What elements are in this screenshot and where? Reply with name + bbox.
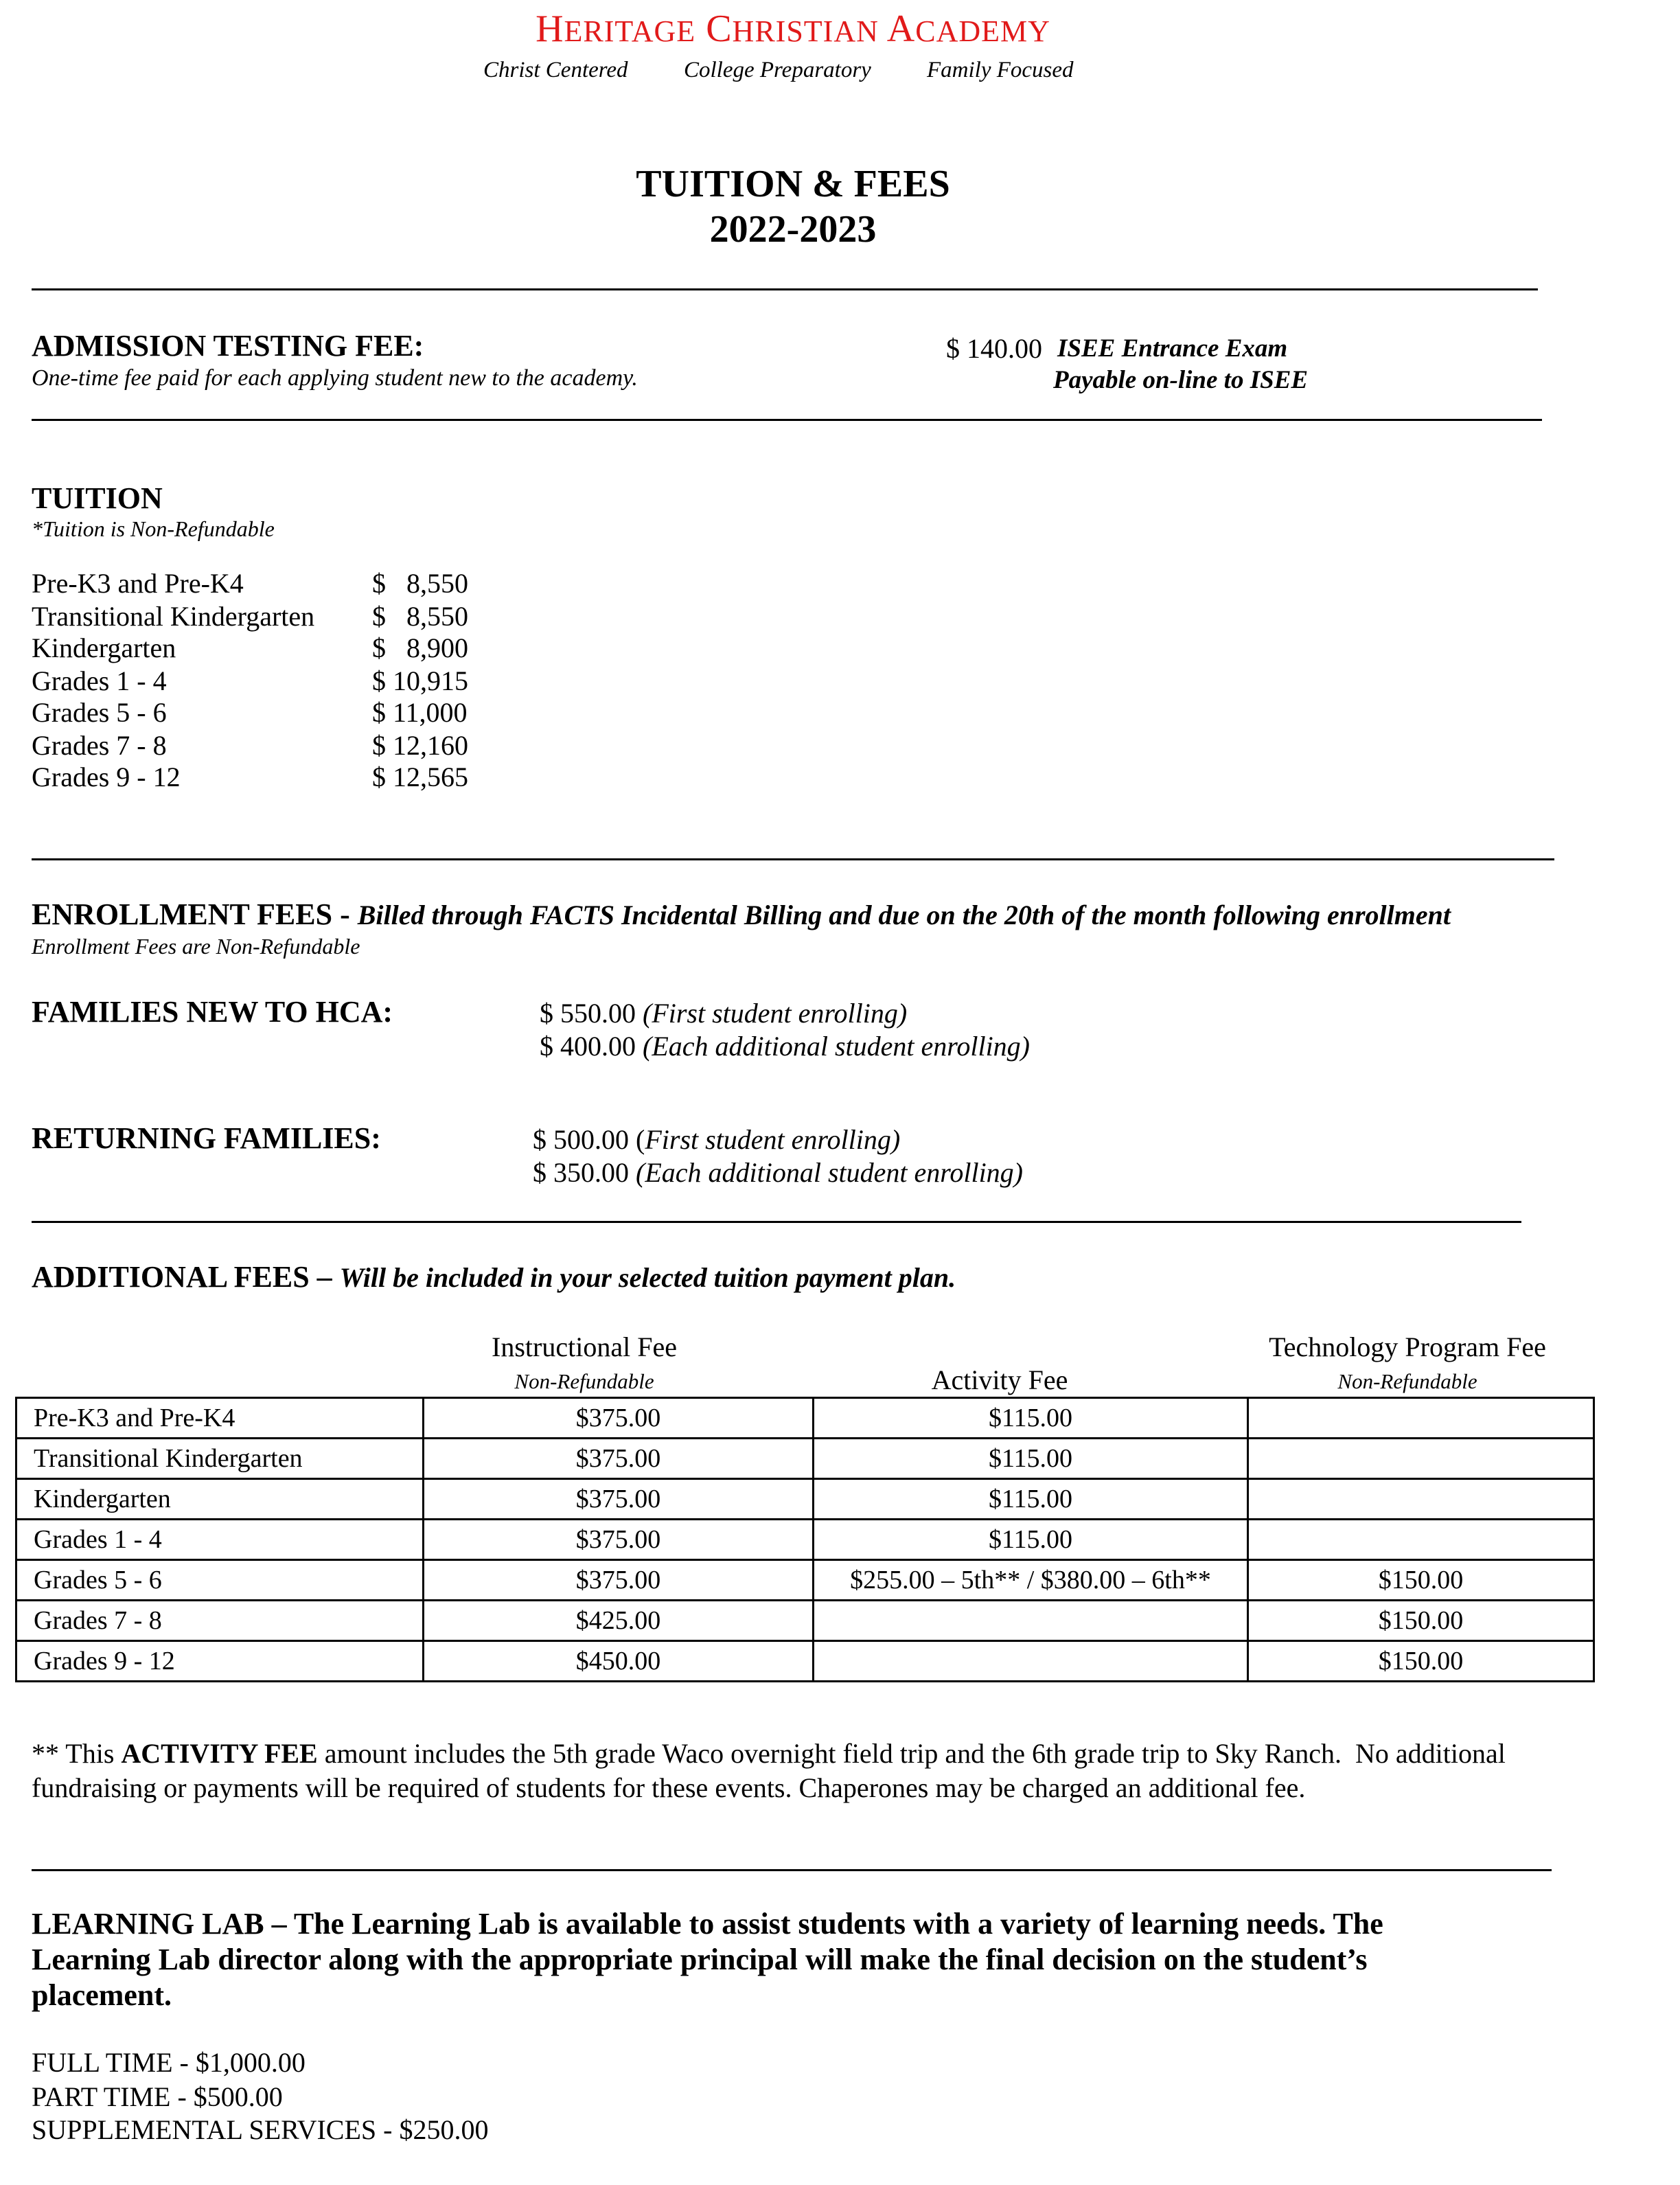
additional-fees-table	[15, 1397, 1595, 1682]
tuition-amount: $ 12,565	[372, 762, 468, 792]
table-row	[16, 1439, 1594, 1479]
returning-families-label: RETURNING FAMILIES:	[32, 1121, 381, 1155]
enrollment-note: Enrollment Fees are Non-Refundable	[32, 934, 360, 959]
divider	[32, 1869, 1552, 1871]
grade-cell: Grades 1 - 4	[16, 1520, 424, 1560]
tuition-grade: Grades 5 - 6	[32, 697, 167, 728]
column-instructional-fee: Instructional Fee	[492, 1331, 677, 1362]
activity-cell: $115.00	[814, 1479, 1248, 1520]
tuition-grade: Grades 9 - 12	[32, 762, 181, 792]
activity-cell	[814, 1641, 1248, 1682]
instructional-cell: $375.00	[424, 1560, 814, 1601]
returning-families-first: $ 500.00 (First student enrolling)	[533, 1124, 901, 1155]
grade-cell: Pre-K3 and Pre-K4	[16, 1398, 424, 1439]
technology-cell	[1248, 1439, 1594, 1479]
learning-lab-line1: LEARNING LAB – The Learning Lab is available to assist students with a variety of learning needs. The	[32, 1907, 1383, 1941]
column-technology-note: Non-Refundable	[1337, 1369, 1477, 1393]
instructional-cell: $425.00	[424, 1601, 814, 1641]
technology-cell	[1248, 1398, 1594, 1439]
tagline-family-focused: Family Focused	[927, 58, 1074, 82]
tuition-amount: $ 8,550	[372, 568, 468, 599]
grade-cell: Kindergarten	[16, 1479, 424, 1520]
school-name: HERITAGE CHRISTIAN ACADEMY	[536, 8, 1050, 50]
activity-cell: $115.00	[814, 1439, 1248, 1479]
technology-cell: $150.00	[1248, 1560, 1594, 1601]
table-row	[16, 1398, 1594, 1439]
column-activity-fee: Activity Fee	[931, 1364, 1068, 1395]
enrollment-billing: Billed through FACTS Incidental Billing and due on the 20th of the month following enrollment	[357, 900, 1451, 930]
learning-lab-part-time: PART TIME - $500.00	[32, 2081, 283, 2112]
new-families-additional: $ 400.00 (Each additional student enrolling)	[540, 1031, 1031, 1062]
admission-payable: Payable on-line to ISEE	[1053, 366, 1309, 394]
new-families-first: $ 550.00 (First student enrolling)	[540, 998, 908, 1029]
new-families-label: FAMILIES NEW TO HCA:	[32, 995, 393, 1029]
technology-cell: $150.00	[1248, 1601, 1594, 1641]
column-instructional-note: Non-Refundable	[514, 1369, 654, 1393]
admission-exam: ISEE Entrance Exam	[1057, 334, 1288, 363]
table-row	[16, 1641, 1594, 1682]
technology-cell	[1248, 1520, 1594, 1560]
tuition-note: *Tuition is Non-Refundable	[32, 516, 275, 541]
learning-lab-line2: Learning Lab director along with the appropriate principal will make the final decision on the student’s	[32, 1943, 1368, 1976]
learning-lab-supplemental: SUPPLEMENTAL SERVICES - $250.00	[32, 2114, 489, 2145]
tuition-grade: Grades 7 - 8	[32, 730, 167, 761]
technology-cell: $150.00	[1248, 1641, 1594, 1682]
tuition-amount: $ 8,900	[372, 632, 468, 663]
admission-description: One-time fee paid for each applying student new to the academy.	[32, 365, 638, 391]
tuition-grade: Transitional Kindergarten	[32, 601, 315, 632]
table-row	[16, 1479, 1594, 1520]
grade-cell: Grades 9 - 12	[16, 1641, 424, 1682]
learning-lab-line3: placement.	[32, 1978, 172, 2012]
page-year: 2022-2023	[709, 208, 877, 251]
enrollment-heading-line: ENROLLMENT FEES - Billed through FACTS Incidental Billing and due on the 20th of the month following enrollment	[32, 897, 1451, 931]
grade-cell: Grades 7 - 8	[16, 1601, 424, 1641]
column-technology-fee: Technology Program Fee	[1269, 1331, 1546, 1362]
grade-cell: Grades 5 - 6	[16, 1560, 424, 1601]
activity-fee-footnote-line2: fundraising or payments will be required of students for these events. Chaperones may be charged an additional fee.	[32, 1772, 1306, 1803]
table-row	[16, 1601, 1594, 1641]
tuition-amount: $ 12,160	[372, 730, 468, 761]
technology-cell	[1248, 1479, 1594, 1520]
tuition-grade: Grades 1 - 4	[32, 665, 167, 696]
page-title: TUITION & FEES	[636, 163, 950, 205]
instructional-cell: $375.00	[424, 1439, 814, 1479]
activity-cell	[814, 1601, 1248, 1641]
tuition-grade: Pre-K3 and Pre-K4	[32, 568, 244, 599]
activity-fee-footnote-line1: ** This ACTIVITY FEE amount includes the 5th grade Waco overnight field trip and the 6th grade trip to Sky Ranch. No additional	[32, 1738, 1506, 1769]
table-row	[16, 1560, 1594, 1601]
returning-families-additional: $ 350.00 (Each additional student enrolling)	[533, 1157, 1024, 1188]
tuition-amount: $ 10,915	[372, 665, 468, 696]
additional-fees-heading: ADDITIONAL FEES	[32, 1260, 310, 1294]
activity-cell: $115.00	[814, 1398, 1248, 1439]
admission-amount: $ 140.00	[946, 333, 1042, 364]
table-row	[16, 1520, 1594, 1560]
tuition-amount: $ 8,550	[372, 601, 468, 632]
tagline-christ-centered: Christ Centered	[483, 58, 628, 82]
learning-lab-full-time: FULL TIME - $1,000.00	[32, 2047, 306, 2078]
instructional-cell: $375.00	[424, 1520, 814, 1560]
tuition-amount: $ 11,000	[372, 697, 468, 728]
activity-cell: $115.00	[814, 1520, 1248, 1560]
divider	[32, 1221, 1521, 1223]
enrollment-heading: ENROLLMENT FEES	[32, 897, 333, 931]
tuition-grade: Kindergarten	[32, 632, 176, 663]
instructional-cell: $375.00	[424, 1479, 814, 1520]
instructional-cell: $450.00	[424, 1641, 814, 1682]
activity-cell: $255.00 – 5th** / $380.00 – 6th**	[814, 1560, 1248, 1601]
additional-fees-heading-line: ADDITIONAL FEES – Will be included in your selected tuition payment plan.	[32, 1260, 956, 1294]
divider	[32, 288, 1538, 290]
divider	[32, 419, 1542, 421]
additional-fees-subheading: Will be included in your selected tuition payment plan.	[339, 1262, 956, 1293]
grade-cell: Transitional Kindergarten	[16, 1439, 424, 1479]
tuition-heading: TUITION	[32, 481, 163, 515]
divider	[32, 858, 1554, 860]
admission-heading: ADMISSION TESTING FEE:	[32, 329, 424, 363]
instructional-cell: $375.00	[424, 1398, 814, 1439]
tagline-college-preparatory: College Preparatory	[684, 58, 871, 82]
